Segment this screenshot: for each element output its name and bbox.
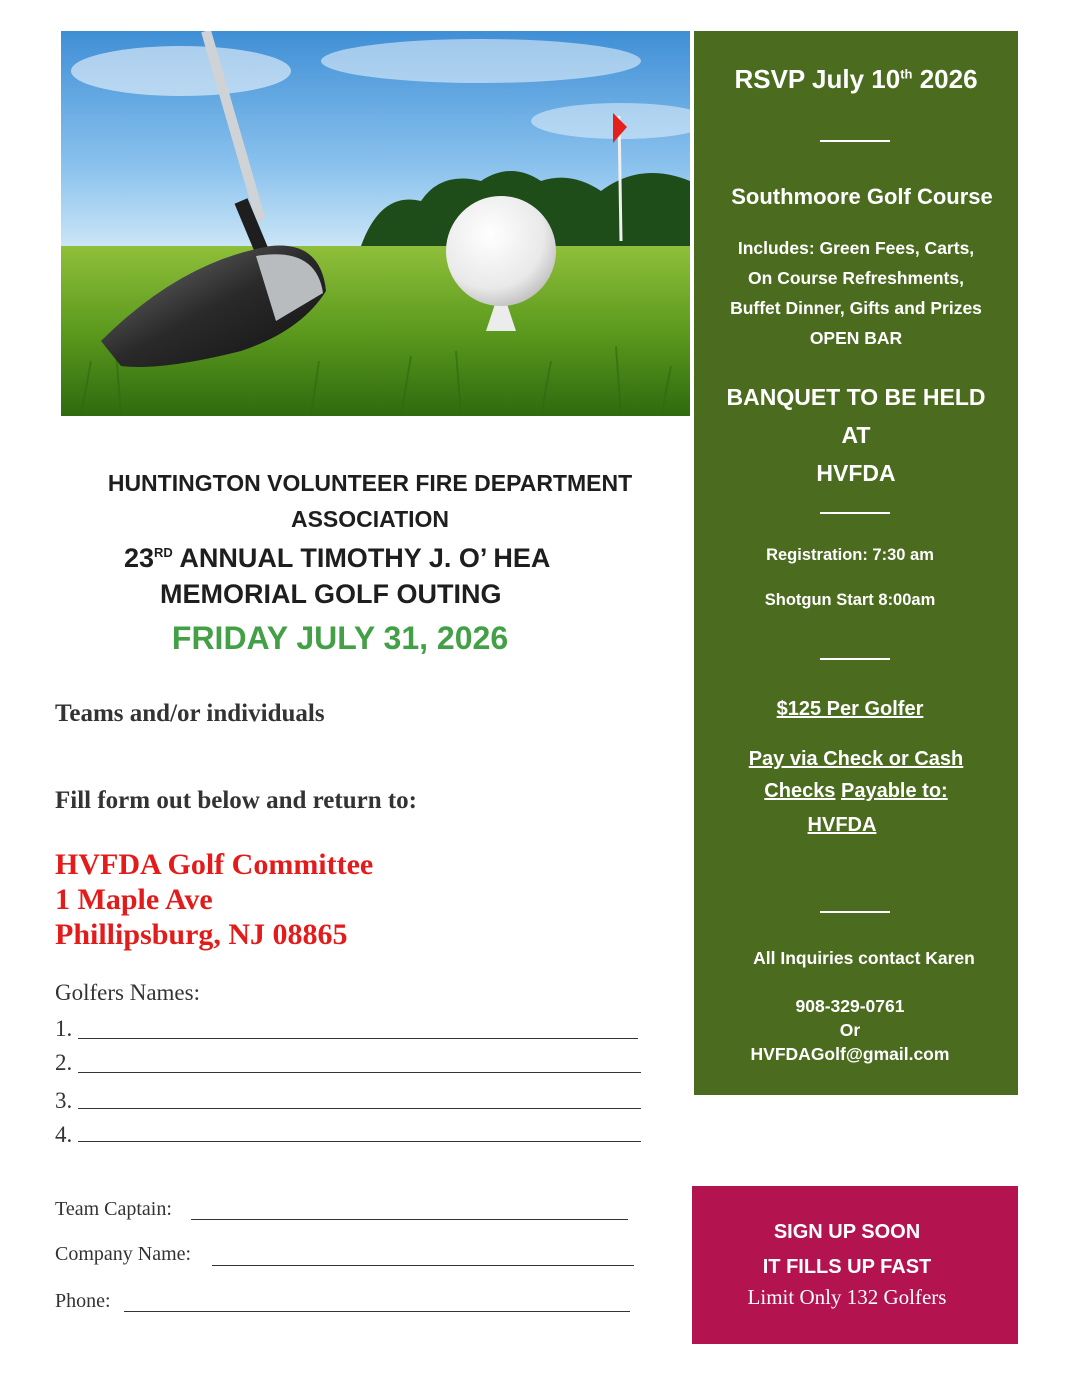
team-captain-line[interactable]	[191, 1219, 628, 1220]
includes-list	[694, 233, 1018, 353]
rsvp-year: 2026	[912, 64, 978, 94]
course-name: Southmoore Golf Course	[731, 184, 993, 209]
golfer-number-1: 1.	[55, 1016, 73, 1041]
return-address	[55, 847, 373, 952]
includes-line-3: Buffet Dinner, Gifts and Prizes	[730, 298, 982, 318]
phone-label: Phone:	[55, 1290, 111, 1312]
event-details-panel	[694, 31, 1018, 1095]
signup-line-1: SIGN UP SOON	[773, 1221, 921, 1243]
rsvp-ordinal-suffix: th	[900, 66, 913, 82]
teams-text: Teams and/or individuals	[55, 700, 325, 727]
event-title-line2: MEMORIAL GOLF OUTING	[160, 579, 502, 609]
divider	[820, 658, 890, 660]
payment-text: Pay via Check or Cash	[748, 748, 964, 770]
golfer-number-3: 3.	[55, 1088, 73, 1113]
golfers-names-label: Golfers Names:	[55, 980, 200, 1005]
golfer-number-2: 2.	[55, 1050, 73, 1075]
includes-line-4: OPEN BAR	[809, 328, 903, 348]
org-name-line1: HUNTINGTON VOLUNTEER FIRE DEPARTMENT	[107, 470, 633, 496]
banquet-line-1: BANQUET TO BE HELD	[726, 384, 986, 410]
banquet-line-2: AT	[841, 422, 871, 448]
golf-photo-illustration	[61, 31, 690, 416]
golfer-line-3[interactable]	[78, 1108, 641, 1109]
fill-form-text: Fill form out below and return to:	[55, 787, 418, 814]
title-ordinal-suffix: RD	[154, 545, 173, 560]
contact-or: Or	[839, 1020, 861, 1040]
payee-name	[680, 814, 1004, 837]
rsvp-prefix: RSVP July 10	[734, 64, 901, 94]
divider	[820, 140, 890, 142]
rsvp-deadline	[694, 64, 1018, 95]
company-name-label: Company Name:	[55, 1243, 192, 1265]
title-line1-text: ANNUAL TIMOTHY J. O’ HEA	[172, 543, 551, 573]
contact-email[interactable]: HVFDAGolf@gmail.com	[750, 1044, 950, 1064]
payment-method	[694, 748, 1018, 771]
phone-line[interactable]	[124, 1311, 630, 1312]
event-date: FRIDAY JULY 31, 2026	[171, 620, 509, 656]
signup-limit: Limit Only 132 Golfers	[747, 1285, 947, 1309]
banquet-line-3: HVFDA	[816, 460, 896, 486]
includes-line-2: On Course Refreshments,	[748, 268, 964, 288]
company-name-line[interactable]	[212, 1265, 634, 1266]
checks-payable	[694, 780, 1018, 803]
banquet-info	[694, 378, 1018, 492]
divider	[820, 911, 890, 913]
golf-photo	[61, 31, 690, 416]
inquiries-contact: All Inquiries contact Karen	[753, 948, 975, 968]
payable-to-text: Payable to:	[841, 780, 948, 802]
contact-phone: 908-329-0761	[795, 996, 905, 1016]
golfer-number-4: 4.	[55, 1122, 73, 1147]
checks-text: Checks	[764, 780, 836, 802]
org-name-line2: ASSOCIATION	[290, 506, 450, 532]
registration-time: Registration: 7:30 am	[766, 546, 934, 564]
golfer-line-4[interactable]	[78, 1141, 641, 1142]
title-ordinal: 23	[124, 543, 155, 573]
golfer-line-2[interactable]	[78, 1072, 641, 1073]
team-captain-label: Team Captain:	[55, 1198, 172, 1220]
address-line-2: 1 Maple Ave	[55, 883, 213, 916]
price-per-golfer	[688, 698, 1012, 721]
address-line-1: HVFDA Golf Committee	[55, 848, 374, 881]
includes-line-1: Includes: Green Fees, Carts,	[737, 238, 975, 258]
payee-text: HVFDA	[807, 814, 877, 836]
event-title-line1	[124, 543, 550, 574]
golfer-line-1[interactable]	[78, 1038, 638, 1039]
address-line-3: Phillipsburg, NJ 08865	[55, 918, 348, 951]
signup-line-2: IT FILLS UP FAST	[762, 1256, 932, 1278]
shotgun-start-time: Shotgun Start 8:00am	[764, 591, 936, 609]
divider	[820, 512, 890, 514]
signup-callout	[692, 1186, 1018, 1344]
price-text: $125 Per Golfer	[776, 698, 924, 720]
